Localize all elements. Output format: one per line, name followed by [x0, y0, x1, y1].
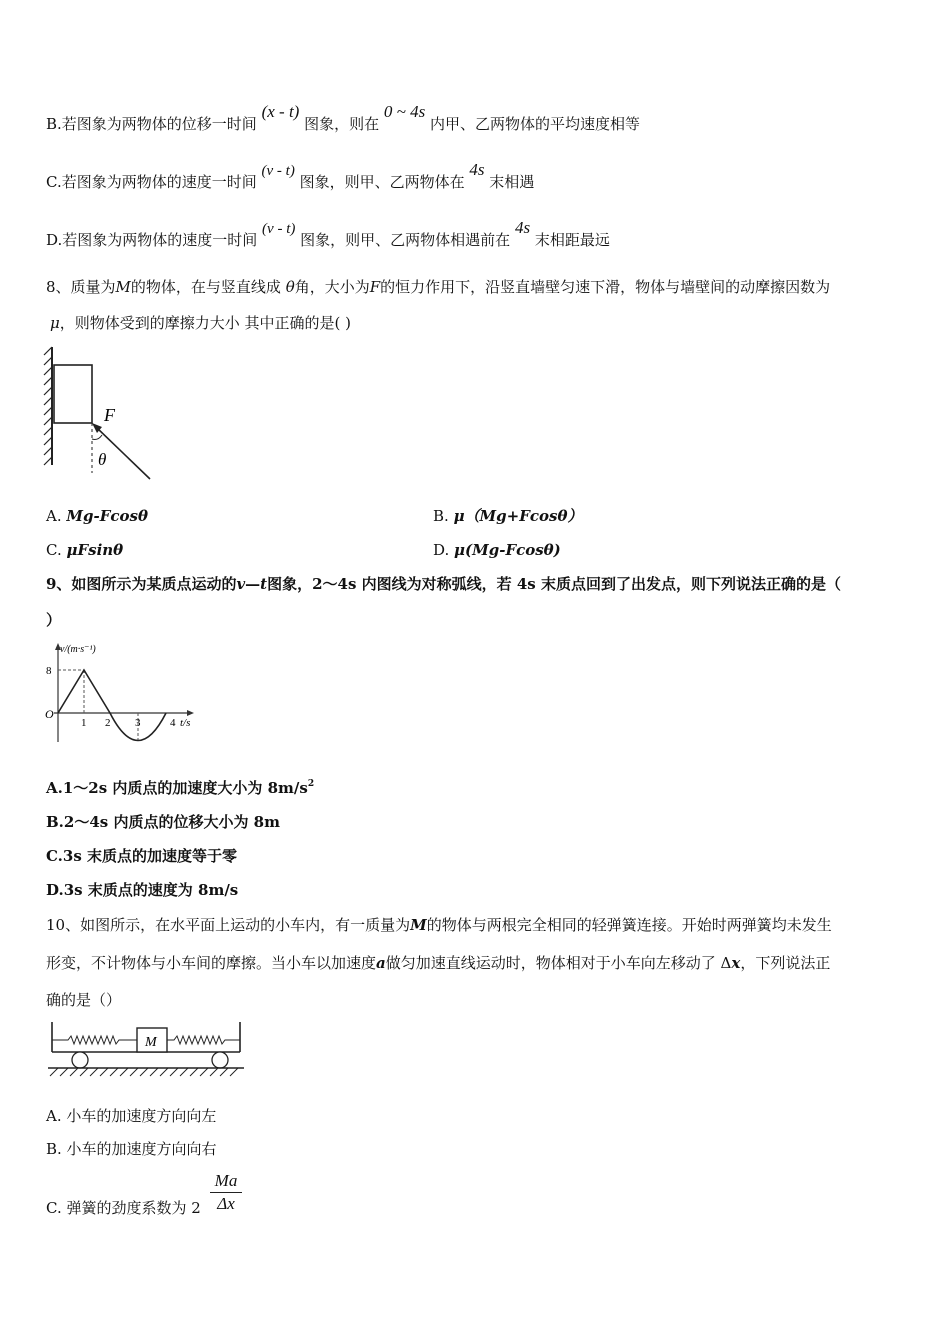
theta-label: θ — [98, 450, 107, 469]
left-wheel — [72, 1052, 88, 1068]
q10-stem-line2 — [46, 953, 830, 973]
q9-option-a-text: A.1～2s 内质点的加速度大小为 8m/s — [46, 779, 308, 797]
fraction-numerator: Ma — [210, 1170, 242, 1193]
q7-option-b-text3: 内甲、乙两物体的平均速度相等 — [430, 115, 641, 133]
q7-option-c — [46, 160, 535, 193]
q9-option-b-text: B.2～4s 内质点的位移大小为 8m — [46, 813, 280, 831]
q10-var-x: x — [731, 954, 741, 972]
q7-option-d — [46, 218, 610, 251]
q10-option-c-fraction — [210, 1170, 242, 1215]
wall-hatching — [44, 347, 52, 465]
q9-stem-line2 — [46, 610, 61, 630]
fraction-denominator: Δx — [217, 1194, 235, 1213]
q8-option-b-label: B. — [433, 507, 449, 525]
q9-var-v: v — [236, 575, 246, 593]
q10-text: 的物体与两根完全相同的轻弹簧连接。开始时两弹簧均未发生 — [426, 916, 832, 934]
q7-option-c-text3: 末相遇 — [489, 173, 535, 191]
q7-option-c-text2: 图象，则甲、乙两物体在 — [299, 173, 465, 191]
y-tick-8: 8 — [46, 665, 52, 677]
q9-stem-line1 — [46, 574, 841, 594]
q9-option-a-superscript: 2 — [307, 779, 315, 789]
q10-option-a — [46, 1106, 216, 1126]
q8-var-theta: θ — [285, 278, 295, 296]
q8-text: 8、质量为 — [46, 278, 116, 296]
q7-option-b-text2: 图象，则在 — [304, 115, 380, 133]
q10-option-b-text: B. 小车的加速度方向向右 — [46, 1140, 217, 1158]
q7-option-b-math1: (x - t) — [261, 102, 300, 121]
q8-var-f: F — [369, 278, 381, 296]
q9-vt-graph — [40, 640, 210, 750]
q8-option-a — [46, 506, 148, 526]
right-spring — [167, 1036, 240, 1044]
q9-var-t: t — [260, 575, 268, 593]
q8-stem-line2 — [50, 313, 351, 333]
q8-text: 的恒力作用下，沿竖直墙壁匀速下滑，物体与墙壁间的动摩擦因数为 — [380, 278, 831, 296]
q9-option-d-text: D.3s 末质点的速度为 8m/s — [46, 881, 239, 899]
q7-option-b-text1: B.若图象为两物体的位移一时间 — [46, 115, 257, 133]
q8-text: 的物体，在与竖直线成 — [130, 278, 281, 296]
q10-var-m: M — [410, 916, 427, 934]
q10-option-c-text: C. 弹簧的劲度系数为 2 — [46, 1199, 201, 1217]
q8-option-d — [433, 540, 561, 560]
q9-option-a — [46, 778, 314, 801]
x-axis-arrow — [187, 710, 194, 716]
angle-arc — [92, 435, 102, 440]
q10-cart-spring-figure — [44, 1018, 248, 1080]
block — [54, 365, 92, 423]
ground-hatching — [50, 1068, 238, 1076]
q7-option-b-math2: 0 ~ 4s — [383, 102, 426, 121]
q8-var-m: M — [115, 278, 131, 296]
q9-text: ） — [46, 611, 62, 629]
q7-option-d-text2: 图象，则甲、乙两物体相遇前在 — [300, 231, 511, 249]
right-wheel — [212, 1052, 228, 1068]
q7-option-d-math1: (v - t) — [262, 221, 296, 237]
left-spring — [52, 1036, 137, 1044]
q8-option-d-label: D. — [433, 541, 450, 559]
q7-option-d-text3: 末相距最远 — [534, 231, 610, 249]
q8-wall-block-figure — [40, 343, 160, 483]
x-tick-3: 3 — [135, 717, 141, 729]
x-tick-2: 2 — [105, 717, 111, 729]
q10-stem-line3 — [46, 990, 121, 1010]
q7-option-c-math2: 4s — [469, 160, 485, 179]
q8-var-mu: μ — [50, 314, 60, 332]
x-tick-1: 1 — [81, 717, 87, 729]
q9-option-b — [46, 812, 280, 832]
q8-option-b-value: μ（Mg+Fcosθ） — [453, 507, 583, 525]
q10-text: 形变，不计物体与小车间的摩擦。当小车以加速度 — [46, 954, 377, 972]
q7-option-c-math1: (v - t) — [261, 163, 295, 179]
q10-option-a-text: A. 小车的加速度方向向左 — [46, 1107, 217, 1125]
q8-option-c — [46, 540, 123, 560]
q9-dash: — — [245, 575, 261, 593]
q9-text: 图象，2～4s 内图线为对称弧线，若 4s 末质点回到了出发点，则下列说法正确的是（ — [267, 575, 841, 593]
q10-option-b — [46, 1139, 217, 1159]
q7-option-d-math2: 4s — [514, 218, 531, 237]
force-label: F — [104, 405, 115, 425]
q9-option-c-text: C.3s 末质点的加速度等于零 — [46, 847, 238, 865]
q10-text: 10、如图所示，在水平面上运动的小车内，有一质量为 — [46, 916, 411, 934]
q9-text: 9、如图所示为某质点运动的 — [46, 575, 237, 593]
q9-option-d — [46, 880, 238, 900]
q8-text: ，则物体受到的摩擦力大小 其中正确的是( ) — [59, 314, 351, 332]
q10-var-a: a — [376, 954, 386, 972]
q8-option-a-label: A. — [46, 507, 62, 525]
q10-option-c — [46, 1198, 201, 1218]
q8-text: 角，大小为 — [294, 278, 370, 296]
q8-option-b — [433, 506, 582, 526]
q7-option-d-text1: D.若图象为两物体的速度一时间 — [46, 231, 258, 249]
x-tick-4: 4 — [170, 717, 176, 729]
q8-option-d-value: μ(Mg-Fcosθ) — [454, 541, 561, 559]
q8-stem-line1 — [46, 277, 830, 297]
x-axis-label: t/s — [180, 717, 191, 729]
origin-label: O — [45, 707, 54, 721]
q8-option-c-label: C. — [46, 541, 62, 559]
q9-option-c — [46, 846, 237, 866]
mass-label: M — [145, 1035, 157, 1050]
q7-option-b — [46, 102, 641, 134]
q10-stem-line1 — [46, 915, 832, 935]
q8-option-c-value: μFsinθ — [66, 541, 124, 559]
q7-option-c-text1: C.若图象为两物体的速度一时间 — [46, 173, 257, 191]
y-axis-label: v/(m·s⁻¹) — [60, 644, 96, 655]
q10-text: ，下列说法正 — [740, 954, 831, 972]
q8-option-a-value: Mg-Fcosθ — [66, 507, 148, 525]
q10-text: 做匀加速直线运动时，物体相对于小车向左移动了 Δ — [385, 954, 732, 972]
q10-text: 确的是（） — [46, 991, 122, 1009]
